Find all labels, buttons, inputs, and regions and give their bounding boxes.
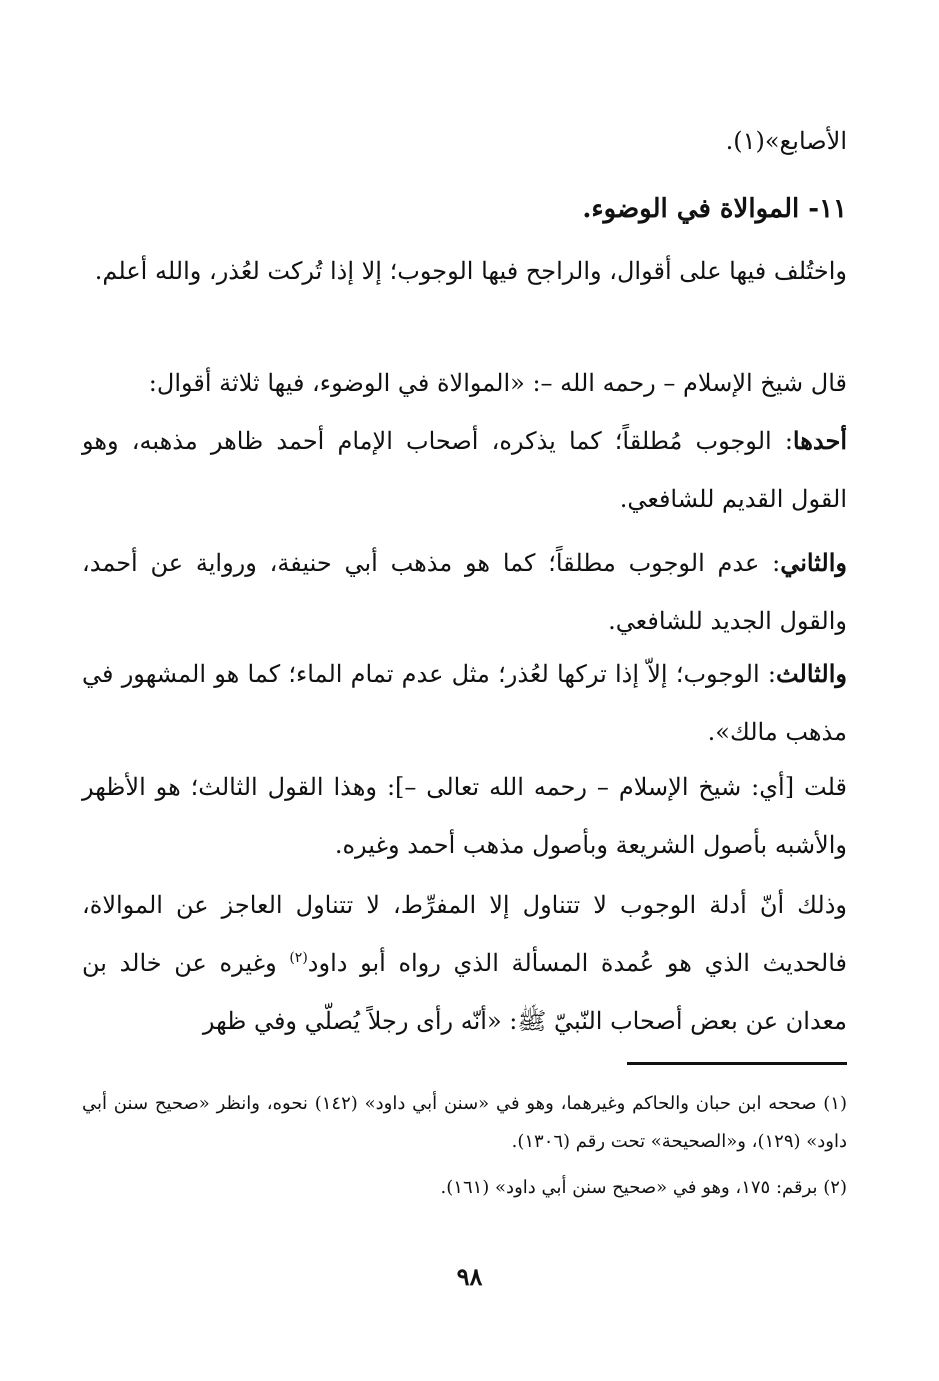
- section-heading: [82, 180, 847, 238]
- author-comment-text: قلت [أي: شيخ الإسلام – رحمه الله تعالى –]: وهذا القول الثالث؛ هو الأظهر والأشبه بأصول الشريعة وبأصول مذهب أحمد وغيره.: [82, 773, 847, 859]
- hadith-text-after: وغيره عن خالد بن معدان عن بعض أصحاب النّبيّ ﷺ: «أنّه رأى رجلاً يُصلّي وفي ظهر: [82, 949, 847, 1035]
- third-opinion-text: : الوجوب؛ إلاّ إذا تركها لعُذر؛ مثل عدم تمام الماء؛ كما هو المشهور في مذهب مالك».: [82, 660, 847, 746]
- footnote-ref-2: (٢): [289, 950, 308, 966]
- paragraph-quote-intro: [82, 354, 847, 412]
- paragraph-opinions-text: واختُلف فيها على أقوال، والراجح فيها الوجوب؛ إلا إذا تُركت لعُذر، والله أعلم.: [94, 257, 847, 285]
- first-opinion-lead: أحدها: [792, 426, 847, 455]
- second-opinion-text: : عدم الوجوب مطلقاً؛ كما هو مذهب أبي حنيفة، ورواية عن أحمد، والقول الجديد للشافعي.: [82, 549, 847, 635]
- paragraph-hadith: [82, 876, 847, 1050]
- footnote-1: (١) صححه ابن حبان والحاكم وغيرهما، وهو في «سنن أبي داود» (١٤٢) نحوه، وانظر «صحيح سنن أبي داود» (١٢٩)، و«الصحيحة» تحت رقم (١٣٠٦).: [82, 1093, 847, 1152]
- continuation-line: [82, 112, 847, 170]
- third-opinion-lead: والثالث: [775, 659, 847, 688]
- section-heading-text: ١١- الموالاة في الوضوء.: [582, 194, 847, 224]
- footnotes: [82, 1085, 847, 1215]
- second-opinion-lead: والثاني: [780, 548, 847, 577]
- paragraph-opinions: [82, 242, 847, 300]
- paragraph-author-comment: [82, 758, 847, 874]
- footnote-2: (٢) برقم: ١٧٥، وهو في «صحيح سنن أبي داود» (١٦١).: [440, 1177, 847, 1198]
- paragraph-second-opinion: [82, 534, 847, 650]
- continuation-text: الأصابع»(١).: [725, 127, 847, 155]
- paragraph-quote-intro-text: قال شيخ الإسلام – رحمه الله –: «الموالاة في الوضوء، فيها ثلاثة أقوال:: [148, 369, 847, 397]
- paragraph-third-opinion: [82, 645, 847, 761]
- footnote-separator: [627, 1062, 847, 1065]
- page-number: ٩٨: [456, 1262, 483, 1291]
- hadith-text-before: وذلك أنّ أدلة الوجوب لا تتناول إلا المفرِّط، لا تتناول العاجز عن الموالاة، فالحديث الذي هو عُمدة المسألة الذي رواه أبو داود: [82, 891, 847, 977]
- first-opinion-text: : الوجوب مُطلقاً؛ كما يذكره، أصحاب الإمام أحمد ظاهر مذهبه، وهو القول القديم للشافعي.: [82, 427, 847, 513]
- paragraph-first-opinion: [82, 412, 847, 528]
